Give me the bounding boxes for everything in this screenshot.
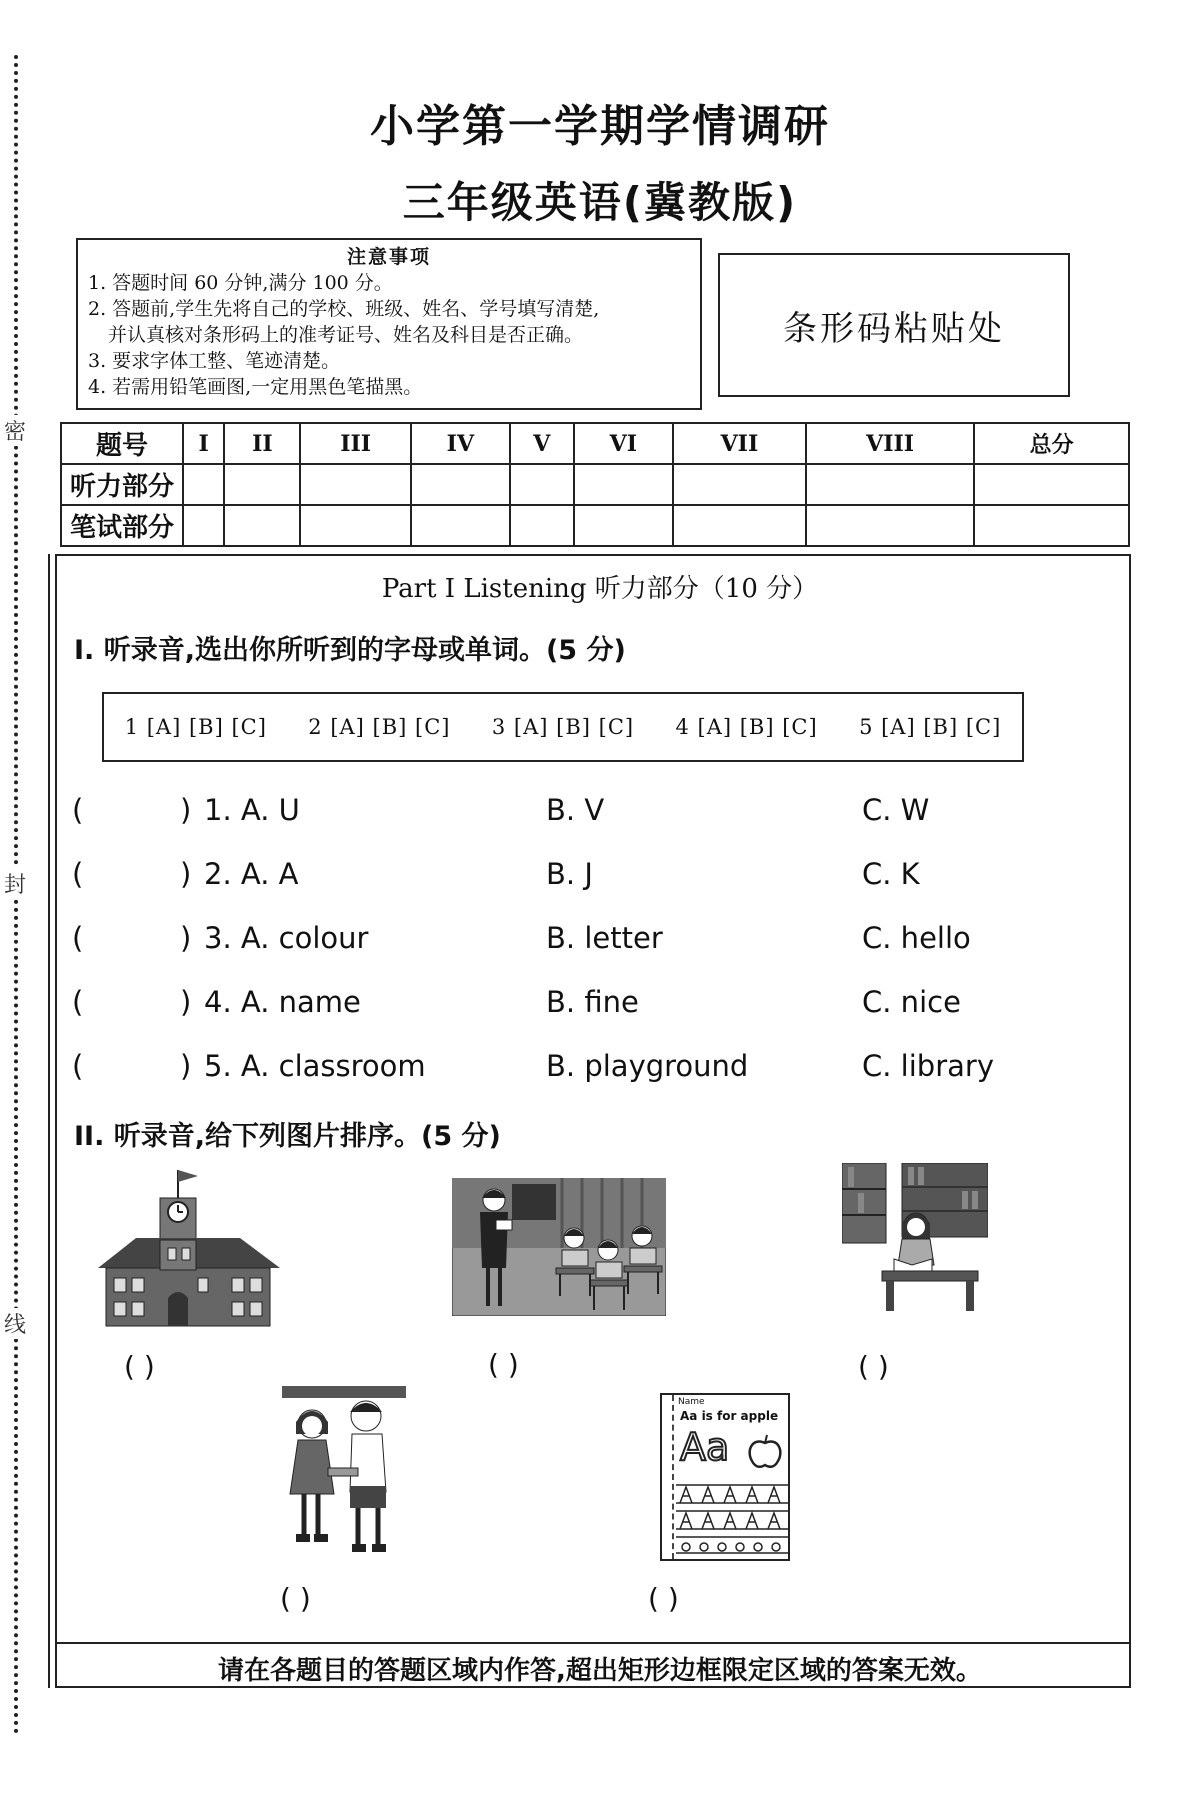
- tracing-lines: [676, 1481, 788, 1557]
- option-b: B. J: [546, 857, 593, 891]
- option-b: B. V: [546, 793, 605, 827]
- answer-paren-open: (: [72, 793, 84, 827]
- library-reading-icon: [842, 1163, 988, 1313]
- option-c: C. nice: [862, 985, 961, 1019]
- notice-item: 并认真核对条形码上的准考证号、姓名及科目是否正确。: [108, 324, 584, 346]
- apple-icon: [746, 1433, 784, 1471]
- answer-sheet-box: [102, 692, 1024, 762]
- score-header-cell: VI: [574, 423, 673, 464]
- option-b: B. playground: [546, 1049, 749, 1083]
- notice-item: 4. 若需用铅笔画图,一定用黑色笔描黑。: [88, 376, 423, 398]
- barcode-area: [718, 253, 1070, 397]
- answer-sheet-item: 3 [A] [B] [C]: [491, 715, 635, 739]
- answer-paren-open: (: [72, 985, 84, 1019]
- answer-paren-open: (: [72, 921, 84, 955]
- answer-sheet-item: 4 [A] [B] [C]: [675, 715, 818, 739]
- score-cell: [183, 464, 224, 505]
- question-row: [72, 985, 1072, 1025]
- score-cell: [183, 505, 224, 546]
- picture-3-paren: ( ): [858, 1350, 889, 1383]
- footer-note: 请在各题目的答题区域内作答,超出矩形边框限定区域的答案无效。: [218, 1656, 982, 1686]
- answer-sheet-item: 5 [A] [B] [C]: [859, 715, 1002, 739]
- answer-paren-close: ): [180, 857, 192, 891]
- children-meeting-icon: [282, 1386, 406, 1558]
- score-cell: [300, 464, 411, 505]
- score-cell: [574, 464, 673, 505]
- score-cell: [806, 505, 974, 546]
- score-table-row: [61, 464, 1129, 505]
- page-subtitle: 三年级英语(冀教版): [402, 178, 798, 227]
- option-a: 4. A. name: [204, 985, 361, 1019]
- worksheet-name-label: Name: [678, 1397, 705, 1407]
- question-row: [72, 857, 1072, 897]
- option-b: B. letter: [546, 921, 663, 955]
- score-cell: [673, 505, 806, 546]
- score-cell: [510, 464, 574, 505]
- option-b: B. fine: [546, 985, 639, 1019]
- barcode-label: 条形码粘贴处: [783, 308, 1005, 349]
- score-cell: [224, 505, 300, 546]
- option-c: C. K: [862, 857, 920, 891]
- worksheet-binding: [662, 1395, 674, 1559]
- picture-1-paren: ( ): [124, 1350, 155, 1383]
- option-a: 3. A. colour: [204, 921, 369, 955]
- option-c: C. W: [862, 793, 930, 827]
- notice-item: 1. 答题时间 60 分钟,满分 100 分。: [88, 272, 393, 294]
- binding-char-xian: 线: [4, 1308, 26, 1339]
- binding-char-feng: 封: [4, 868, 26, 899]
- question-row: [72, 1049, 1072, 1089]
- option-a: 1. A. U: [204, 793, 300, 827]
- school-building-icon: [98, 1168, 280, 1328]
- section-1-title: I. 听录音,选出你所听到的字母或单词。(5 分): [74, 635, 626, 666]
- answer-paren-close: ): [180, 985, 192, 1019]
- score-header-cell: 题号: [61, 423, 183, 464]
- question-row: [72, 793, 1072, 833]
- score-cell: [224, 464, 300, 505]
- section-2-title: II. 听录音,给下列图片排序。(5 分): [74, 1121, 501, 1152]
- footer-divider: [55, 1642, 1131, 1644]
- score-table: [60, 422, 1130, 547]
- notice-item: 2. 答题前,学生先将自己的学校、班级、姓名、学号填写清楚,: [88, 298, 600, 320]
- answer-paren-close: ): [180, 1049, 192, 1083]
- notice-box: [76, 238, 702, 410]
- binding-char-mi: 密: [4, 415, 26, 446]
- score-header-cell: 总分: [974, 423, 1129, 464]
- score-cell: [673, 464, 806, 505]
- picture-5-paren: ( ): [648, 1582, 679, 1615]
- score-row-label: 听力部分: [61, 464, 183, 505]
- score-table-header-row: [61, 423, 1129, 464]
- score-cell: [806, 464, 974, 505]
- option-c: C. library: [862, 1049, 994, 1083]
- classroom-teacher-icon: [452, 1178, 666, 1316]
- option-c: C. hello: [862, 921, 971, 955]
- score-row-label: 笔试部分: [61, 505, 183, 546]
- worksheet-heading: Aa is for apple: [680, 1409, 779, 1423]
- score-cell: [411, 464, 510, 505]
- question-row: [72, 921, 1072, 961]
- score-cell: [411, 505, 510, 546]
- score-cell: [300, 505, 411, 546]
- answer-paren-open: (: [72, 857, 84, 891]
- score-table-row: [61, 505, 1129, 546]
- picture-2-paren: ( ): [488, 1348, 519, 1381]
- answer-sheet-item: 1 [A] [B] [C]: [124, 715, 267, 739]
- option-a: 2. A. A: [204, 857, 299, 891]
- worksheet-big-letters: Aa: [680, 1425, 730, 1469]
- score-header-cell: VII: [673, 423, 806, 464]
- notice-heading: 注意事项: [346, 246, 431, 268]
- picture-4-paren: ( ): [280, 1582, 311, 1615]
- option-a: 5. A. classroom: [204, 1049, 426, 1083]
- answer-sheet-item: 2 [A] [B] [C]: [308, 715, 451, 739]
- score-header-cell: V: [510, 423, 574, 464]
- score-header-cell: IV: [411, 423, 510, 464]
- score-header-cell: III: [300, 423, 411, 464]
- notice-item: 3. 要求字体工整、笔迹清楚。: [88, 350, 341, 372]
- frame-left-rule: [48, 554, 50, 1688]
- score-cell: [574, 505, 673, 546]
- score-cell: [510, 505, 574, 546]
- alphabet-worksheet-icon: [660, 1393, 790, 1561]
- score-header-cell: I: [183, 423, 224, 464]
- page-title: 小学第一学期学情调研: [370, 101, 830, 152]
- score-header-cell: II: [224, 423, 300, 464]
- score-cell: [974, 505, 1129, 546]
- answer-paren-open: (: [72, 1049, 84, 1083]
- answer-paren-close: ): [180, 921, 192, 955]
- part-title: Part I Listening 听力部分（10 分）: [381, 574, 819, 604]
- answer-paren-close: ): [180, 793, 192, 827]
- score-cell: [974, 464, 1129, 505]
- score-header-cell: VIII: [806, 423, 974, 464]
